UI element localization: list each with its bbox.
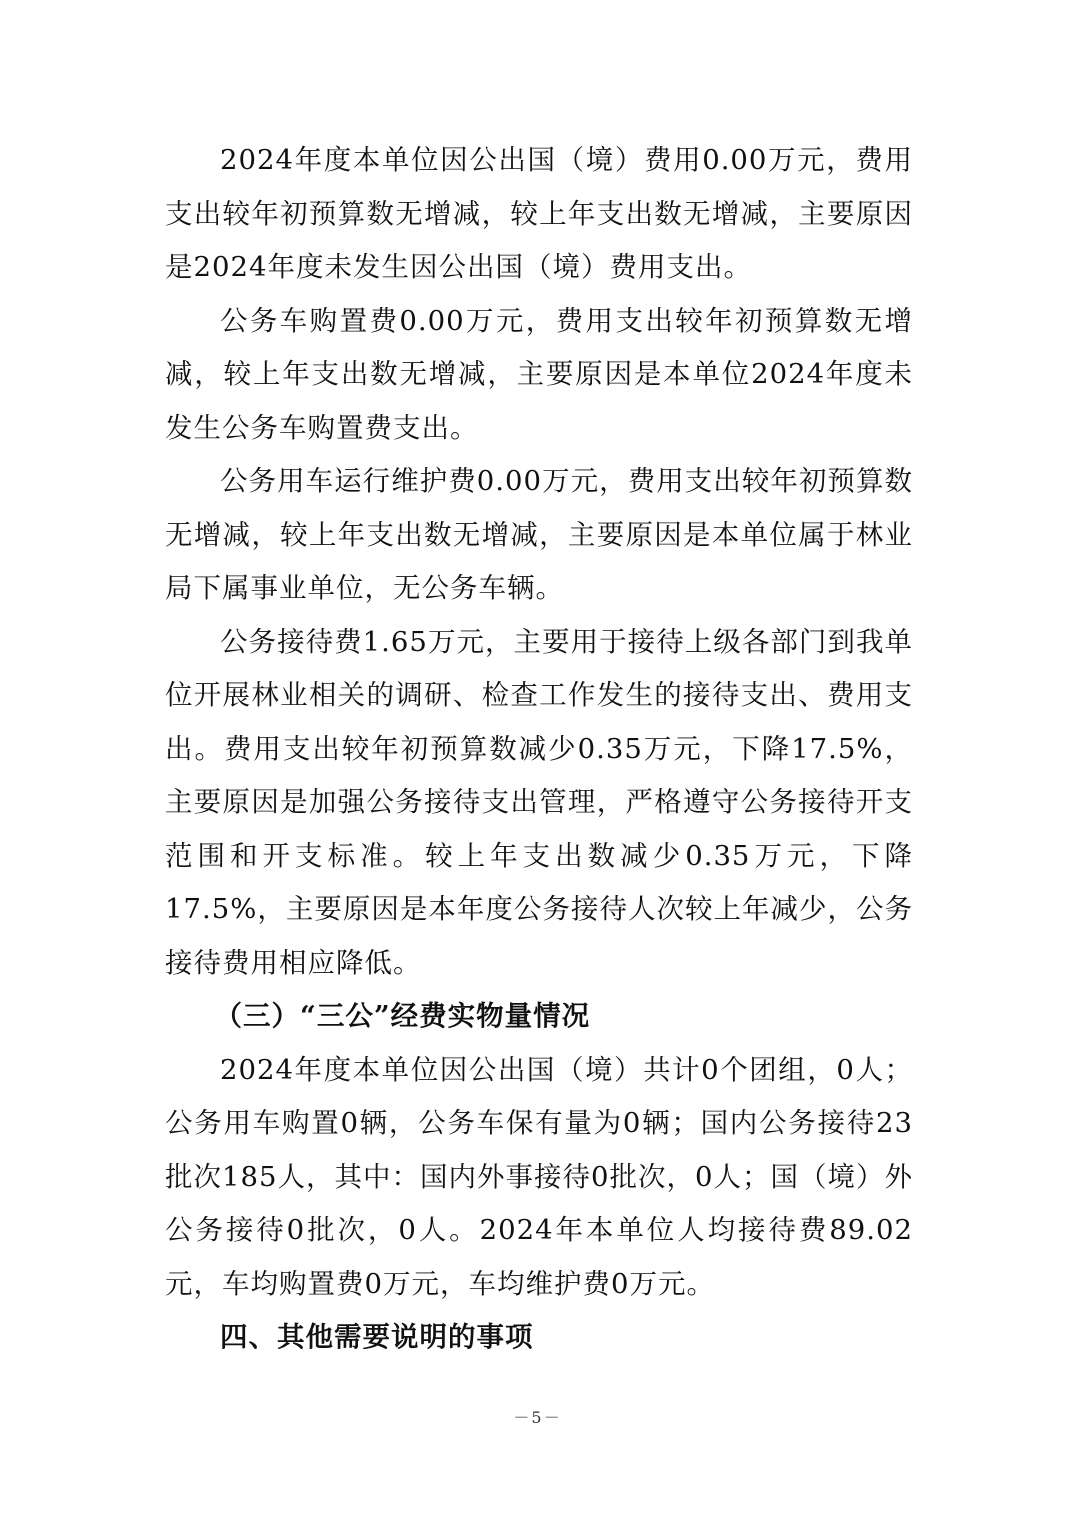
- page-number: －5－: [513, 1408, 562, 1427]
- document-body: [165, 134, 913, 1365]
- section-four-heading: 四、其他需要说明的事项: [220, 1321, 534, 1353]
- section-three-heading: （三）“三公”经费实物量情况: [214, 1000, 591, 1032]
- paragraph-vehicle-maintenance-cost: 公务用车运行维护费0.00万元，费用支出较年初预算数无增减，较上年支出数无增减，主要原因是本单位属于林业局下属事业单位，无公务车辆。: [165, 465, 913, 604]
- paragraph-vehicle-purchase-cost: 公务车购置费0.00万元，费用支出较年初预算数无增减，较上年支出数无增减，主要原因是本单位2024年度未发生公务车购置费支出。: [165, 304, 913, 444]
- paragraph-reception-cost: 公务接待费1.65万元，主要用于接待上级各部门到我单位开展林业相关的调研、检查工作发生的接待支出、费用支出。费用支出较年初预算数减少0.35万元，下降17.5%，主要原因是加强公务接待支出管理，严格遵守公务接待开支范围和开支标准。较上年支出数减少0.35万元，下降17.5%，主要原因是本年度公务接待人次较上年减少，公务接待费用相应降低。: [165, 625, 913, 979]
- paragraph-physical-quantity: 2024年度本单位因公出国（境）共计0个团组，0人；公务用车购置0辆，公务车保有量为0辆；国内公务接待23批次185人，其中：国内外事接待0批次，0人；国（境）外公务接待0批次，0人。2024年本单位人均接待费89.02元，车均购置费0万元，车均维护费0万元。: [165, 1053, 913, 1300]
- paragraph-outbound-travel-cost: 2024年度本单位因公出国（境）费用0.00万元，费用支出较年初预算数无增减，较上年支出数无增减，主要原因是2024年度未发生因公出国（境）费用支出。: [165, 144, 913, 283]
